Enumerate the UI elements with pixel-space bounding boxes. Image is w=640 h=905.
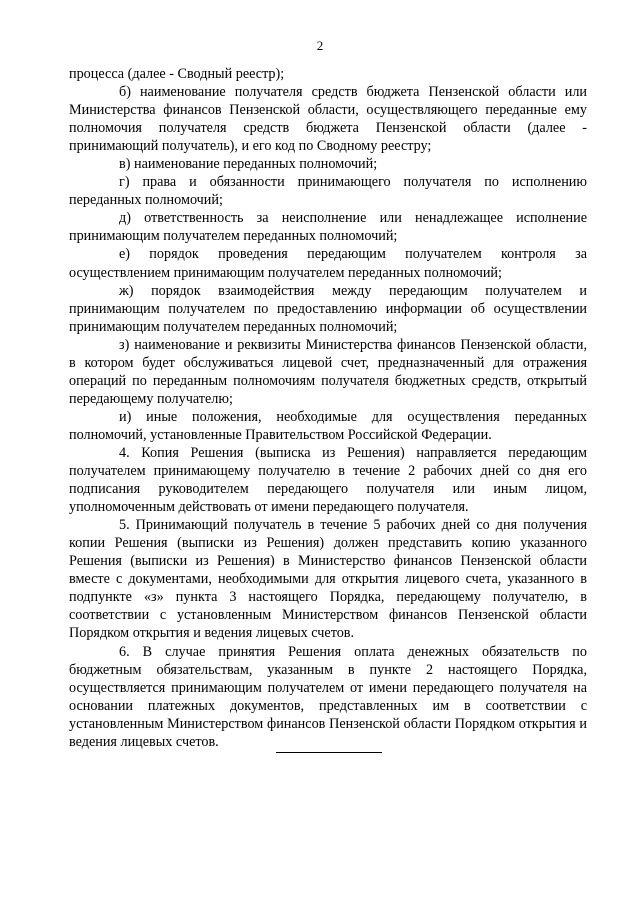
paragraph-item-b: б) наименование получателя средств бюджета Пензенской области или Министерства финансов Пензенской области, осуществляющего переданные ему полномочия получателя средств бюджета Пензенской области (далее - принимающий получатель), и его код по Сводному реестру; xyxy=(69,84,587,155)
page-number: 2 xyxy=(316,38,324,53)
paragraph-item-e: е) порядок проведения передающим получателем контроля за осуществлением принимающим получателем переданных полномочий; xyxy=(69,246,587,281)
document-body xyxy=(69,65,587,751)
paragraph-item-d: д) ответственность за неисполнение или ненадлежащее исполнение принимающим получателем переданных полномочий; xyxy=(69,210,587,245)
paragraph-section-5: 5. Принимающий получатель в течение 5 рабочих дней со дня получения копии Решения (выписки из Решения) должен представить копию указанного Решения (выписки из Решения) в Министерство финансов Пензенской области вместе с документами, необходимыми для открытия лицевого счета, указанного в подпункте «з» пункта 3 настоящего Порядка, передающему получателю, в соответствии с установленным Министерством финансов Пензенской области Порядком открытия и ведения лицевых счетов. xyxy=(69,517,587,642)
paragraph-item-g: г) права и обязанности принимающего получателя по исполнению переданных полномочий; xyxy=(69,174,587,209)
paragraph-section-4: 4. Копия Решения (выписка из Решения) направляется передающим получателем принимающему получателю в течение 2 рабочих дней со дня его подписания руководителем передающего получателя или иным лицом, уполномоченным действовать от имени передающего получателя. xyxy=(69,444,587,516)
paragraph-item-zh: ж) порядок взаимодействия между передающим получателем и принимающим получателем по предоставлению информации об осуществлении принимающим получателем переданных полномочий; xyxy=(69,282,587,335)
paragraph-item-i: и) иные положения, необходимые для осуществления переданных полномочий, установленные Правительством Российской Федерации. xyxy=(69,408,587,443)
paragraph-continuation: процесса (далее - Сводный реестр); xyxy=(69,66,285,82)
paragraph-item-v: в) наименование переданных полномочий; xyxy=(119,156,378,173)
end-of-document-rule xyxy=(276,752,382,753)
paragraph-item-z: з) наименование и реквизиты Министерства финансов Пензенской области, в котором будет обслуживаться лицевой счет, предназначенный для отражения операций по переданным полномочиям получателя бюджетных средств, открытый передающему получателю; xyxy=(69,336,587,407)
paragraph-section-6: 6. В случае принятия Решения оплата денежных обязательств по бюджетным обязательствам, указанным в пункте 2 настоящего Порядка, осуществляется принимающим получателем от имени передающего получателя на основании платежных документов, представленных им в соответствии с установленным Министерством финансов Пензенской области Порядком открытия и ведения лицевых счетов. xyxy=(69,643,587,750)
